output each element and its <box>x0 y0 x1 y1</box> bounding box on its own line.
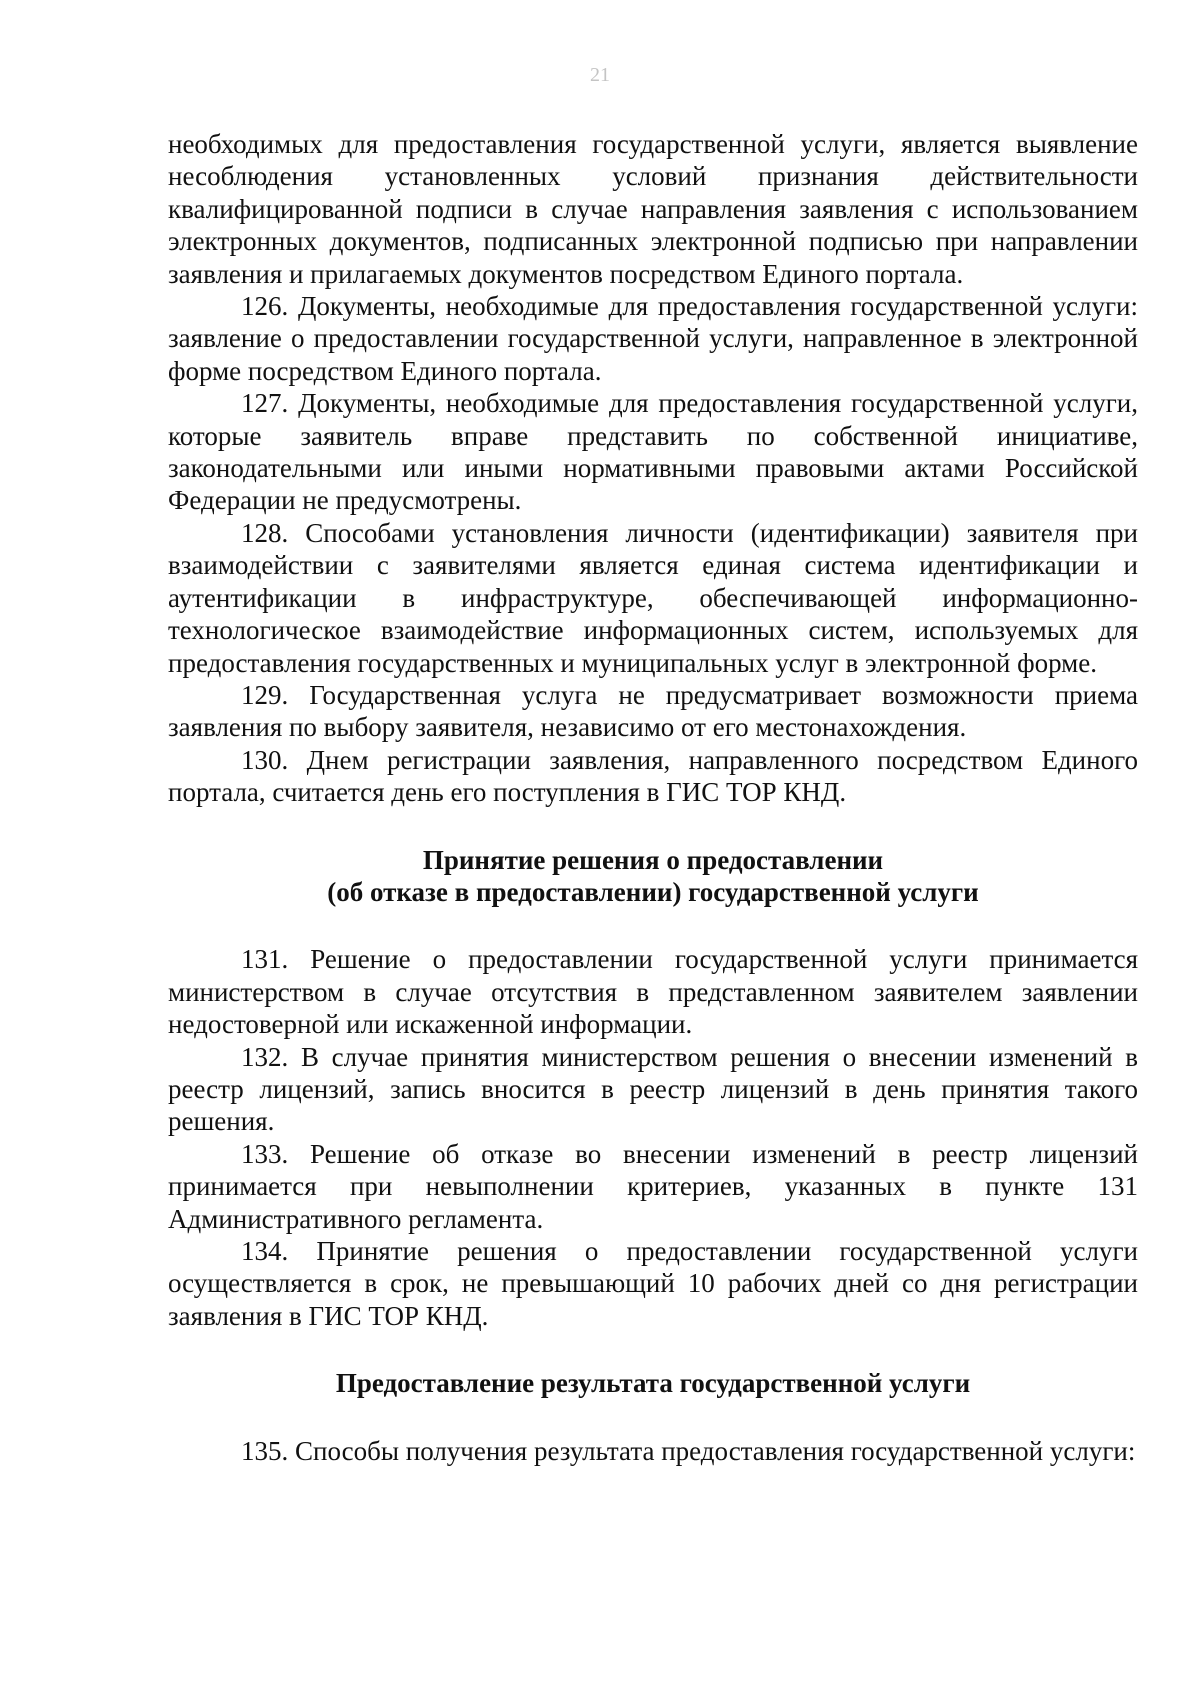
paragraph-132: 132. В случае принятия министерством решения о внесении изменений в реестр лицензий, запись вносится в реестр лицензий в день принятия такого решения. <box>168 1041 1138 1137</box>
document-page <box>168 128 1138 1467</box>
paragraph-134: 134. Принятие решения о предоставлении государственной услуги осуществляется в срок, не превышающий 10 рабочих дней со дня регистрации заявления в ГИС ТОР КНД. <box>168 1236 1138 1331</box>
section-heading-decision <box>168 844 1138 909</box>
paragraph-133: 133. Решение об отказе во внесении изменений в реестр лицензий принимается при невыполнении критериев, указанных в пункте 131 Административного регламента. <box>168 1138 1138 1234</box>
section-heading-result <box>168 1367 1138 1399</box>
section-heading-result-line-1: Предоставление результата государственной услуги <box>335 1368 971 1399</box>
paragraph-128: 128. Способами установления личности (идентификации) заявителя при взаимодействии с заявителями является единая система идентификации и аутентификации в инфраструктуре, обеспечивающей информационно-технологическое взаимодействие информационных систем, используемых для предоставления государственных и муниципальных услуг в электронной форме. <box>168 517 1138 678</box>
paragraph-131: 131. Решение о предоставлении государственной услуги принимается министерством в случае отсутствия в представленном заявителем заявлении недостоверной или искаженной информации. <box>168 944 1138 1040</box>
paragraph-135: 135. Способы получения результата предоставления государственной услуги: <box>241 1435 1136 1466</box>
section-heading-decision-line-1: Принятие решения о предоставлении <box>422 844 884 875</box>
page-number: 21 <box>590 64 610 86</box>
paragraph-continued: необходимых для предоставления государственной услуги, является выявление несоблюдения установленных условий признания действительности квалифицированной подписи в случае направления заявления с использованием электронных документов, подписанных электронной подписью при направлении заявления и прилагаемых документов посредством Единого портала. <box>168 129 1138 289</box>
paragraph-130: 130. Днем регистрации заявления, направленного посредством Единого портала, считается день его поступления в ГИС ТОР КНД. <box>168 744 1138 808</box>
paragraph-129: 129. Государственная услуга не предусматривает возможности приема заявления по выбору заявителя, независимо от его местонахождения. <box>168 679 1138 743</box>
paragraph-127: 127. Документы, необходимые для предоставления государственной услуги, которые заявитель вправе представить по собственной инициативе, законодательными или иными нормативными правовыми актами Российской Федерации не предусмотрены. <box>168 388 1138 516</box>
section-heading-decision-line-2: (об отказе в предоставлении) государственной услуги <box>327 876 979 907</box>
paragraph-126: 126. Документы, необходимые для предоставления государственной услуги: заявление о предоставлении государственной услуги, направленное в электронной форме посредством Единого портала. <box>168 291 1138 386</box>
